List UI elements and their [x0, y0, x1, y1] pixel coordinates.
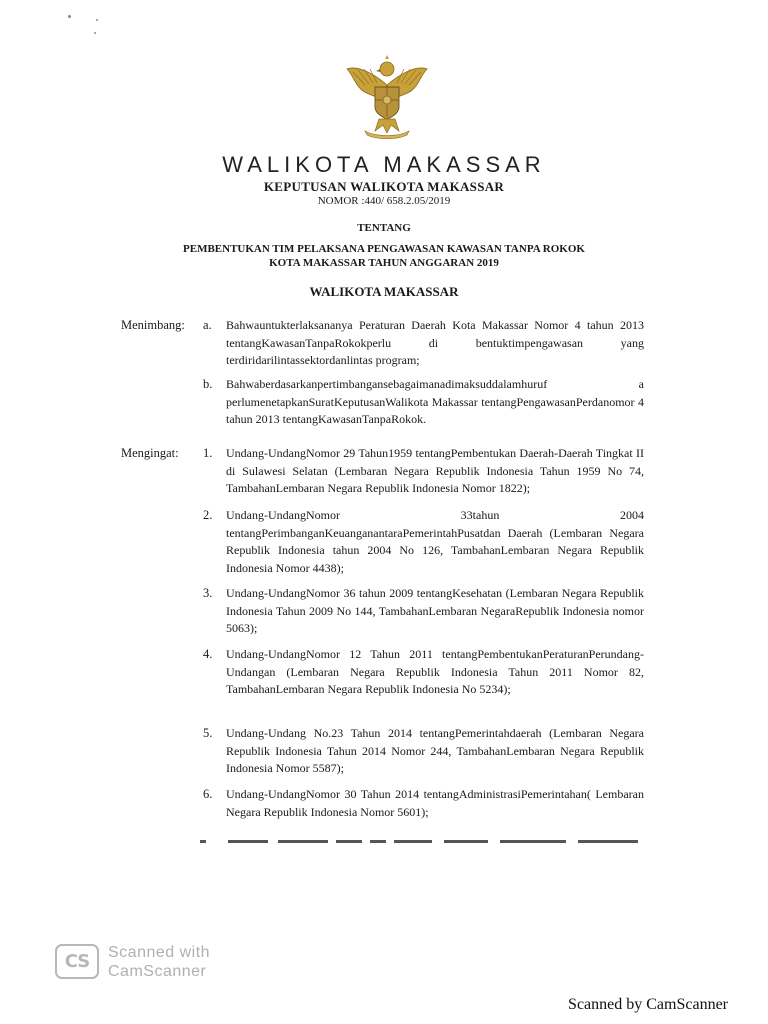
city-title: WALIKOTA MAKASSAR — [222, 152, 546, 177]
scan-speck — [96, 19, 98, 21]
camscanner-logo-icon: CS — [55, 944, 99, 979]
watermark-line-2: CamScanner — [108, 963, 207, 980]
mengingat-marker-5: 5. — [203, 726, 213, 740]
mengingat-item-3: Undang-UndangNomor 36 tahun 2009 tentangKesehatan (Lembaran Negara Republik Indonesia Tahun 2009 No 144, TambahanLembaran NegaraRepublik Indonesia nomor 5063); — [226, 586, 644, 635]
mengingat-marker-2: 2. — [203, 508, 213, 522]
mengingat-item-2: Undang-UndangNomor 33tahun 2004 tentangPerimbanganKeuanganantaraPemerintahPusatdan Daerah (Lembaran Negara Republik Indonesia tahun 2004 No 126, TambahanLembaran Negara Republik Indonesia Nomor 4438); — [226, 508, 644, 575]
scan-speck — [94, 32, 96, 34]
menimbang-item-b: Bahwaberdasarkanpertimbangansebagaimanadimaksuddalamhuruf a perlumenetapkanSuratKeputusanWalikota Makassar tentangPengawasanPerdanomor 4 tahun 2013 tentangKawasanTanpaRokok. — [226, 377, 644, 426]
cut-off-text-line — [200, 836, 645, 846]
camscanner-watermark — [108, 943, 210, 981]
signer-heading: WALIKOTA MAKASSAR — [309, 284, 459, 299]
scanned-by-footer: Scanned by CamScanner — [568, 996, 728, 1013]
subject-line-2: KOTA MAKASSAR TAHUN ANGGARAN 2019 — [269, 257, 499, 269]
menimbang-marker-b: b. — [203, 377, 213, 391]
about-heading: TENTANG — [357, 222, 411, 234]
mengingat-marker-6: 6. — [203, 787, 213, 801]
mengingat-label: Mengingat: — [121, 446, 179, 460]
garuda-emblem-icon — [343, 55, 431, 139]
menimbang-marker-a: a. — [203, 318, 212, 332]
mengingat-item-1: Undang-UndangNomor 29 Tahun1959 tentangPembentukan Daerah-Daerah Tingkat II di Sulawesi Selatan (Lembaran Negara Republik Indonesia Tahun 1959 No 74, TambahanLembaran Negara Republik Indonesia Nomor 1822); — [226, 446, 644, 495]
mengingat-marker-1: 1. — [203, 446, 213, 460]
subject-line-1: PEMBENTUKAN TIM PELAKSANA PENGAWASAN KAWASAN TANPA ROKOK — [183, 243, 585, 255]
mengingat-marker-3: 3. — [203, 586, 213, 600]
decree-number: NOMOR :440/ 658.2.05/2019 — [317, 195, 451, 207]
mengingat-item-6: Undang-UndangNomor 30 Tahun 2014 tentangAdministrasiPemerintahan( Lembaran Negara Republik Indonesia Nomor 5601); — [226, 787, 644, 819]
mengingat-marker-4: 4. — [203, 647, 213, 661]
menimbang-item-a: Bahwauntukterlaksananya Peraturan Daerah Kota Makassar Nomor 4 tahun 2013 tentangKawasanTanpaRokokperlu di bentuktimpengawasan yang terdiridarilintassektordanlintas program; — [226, 318, 644, 367]
menimbang-label: Menimbang: — [121, 318, 185, 332]
decree-title: KEPUTUSAN WALIKOTA MAKASSAR — [263, 179, 505, 194]
mengingat-item-5: Undang-Undang No.23 Tahun 2014 tentangPemerintahdaerah (Lembaran Negara Republik Indonesia Tahun 2014 Nomor 244, TambahanLembaran Negara Republik Indonesia Nomor 5587); — [226, 726, 644, 775]
scan-speck — [68, 15, 71, 18]
mengingat-item-4: Undang-UndangNomor 12 Tahun 2011 tentangPembentukanPeraturanPerundang-Undangan (Lembaran Negara Republik Indonesia Tahun 2011 Nomor 82, TambahanLembaran Negara Republik Indonesia No 5234); — [226, 647, 644, 696]
watermark-line-1: Scanned with — [108, 944, 211, 961]
